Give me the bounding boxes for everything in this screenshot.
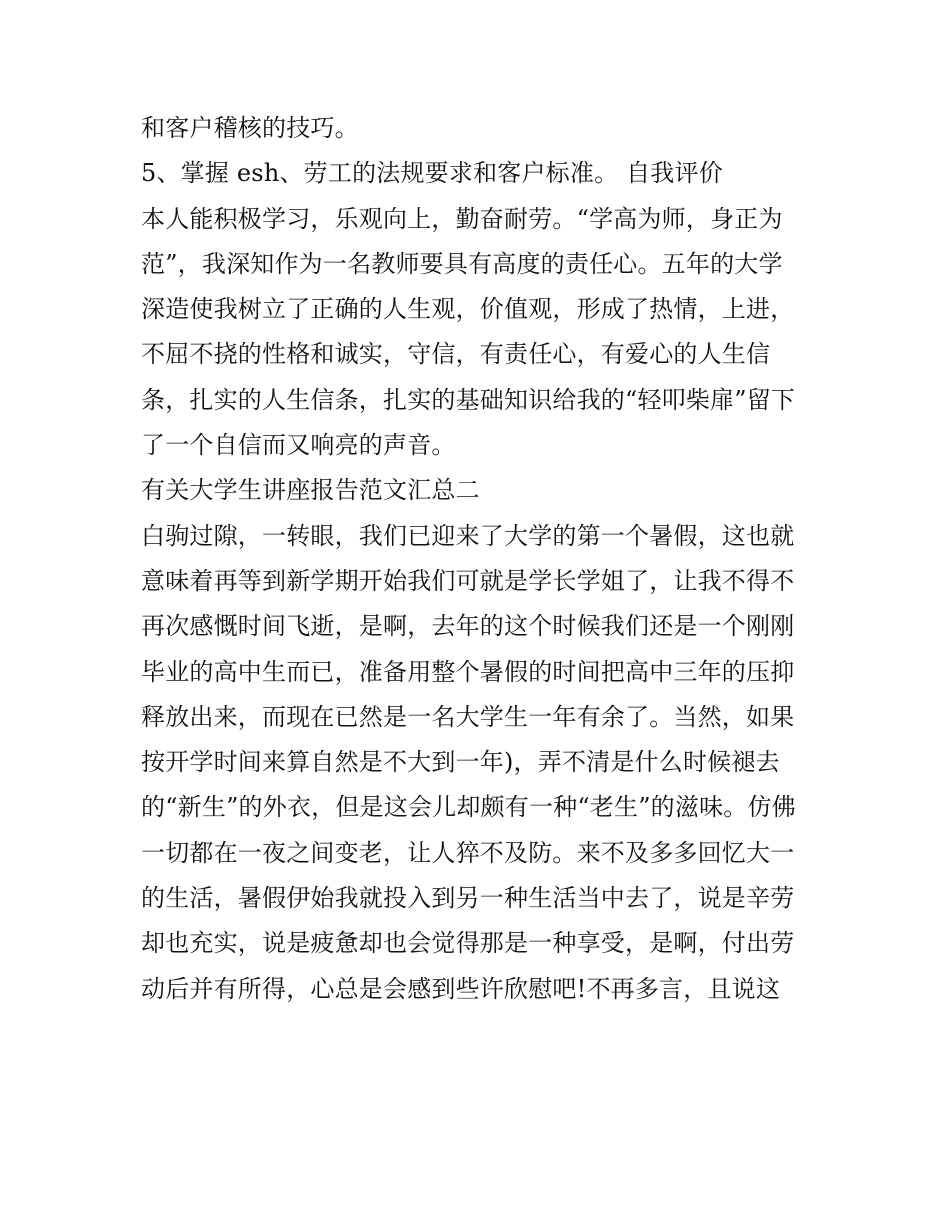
text-line: 不屈不挠的性格和诚实，守信，有责任心，有爱心的人生信	[141, 340, 771, 369]
text-line: 再次感慨时间飞逝，是啊，去年的这个时候我们还是一个刚刚	[141, 612, 795, 641]
text-line: 按开学时间来算自然是不大到一年)，弄不清是什么时候褪去	[141, 748, 780, 777]
text-line: 的生活，暑假伊始我就投入到另一种生活当中去了，说是辛劳	[141, 884, 795, 913]
text-line: 动后并有所得，心总是会感到些许欣慰吧!不再多言，且说这	[141, 974, 781, 1003]
text-line: 5、掌握 esh、劳工的法规要求和客户标准。 自我评价	[141, 159, 723, 188]
text-line: 和客户稽核的技巧。	[141, 114, 359, 142]
text-line: 白驹过隙，一转眼，我们已迎来了大学的第一个暑假，这也就	[141, 521, 795, 550]
text-line: 毕业的高中生而已，准备用整个暑假的时间把高中三年的压抑	[141, 657, 795, 686]
text-line: 了一个自信而又响亮的声音。	[141, 431, 456, 460]
text-line: 意味着再等到新学期开始我们可就是学长学姐了，让我不得不	[141, 566, 795, 595]
text-line: 深造使我树立了正确的人生观，价值观，形成了热情，上进，	[141, 295, 795, 324]
text-line: 释放出来，而现在已然是一名大学生一年有余了。当然，如果	[141, 702, 795, 731]
text-line: 却也充实，说是疲惫却也会觉得那是一种享受，是啊，付出劳	[141, 929, 795, 958]
text-line: 的“新生”的外衣，但是这会儿却颇有一种“老生”的滋味。仿佛	[141, 793, 796, 822]
section-heading: 有关大学生讲座报告范文汇总二	[141, 476, 480, 505]
text-line: 本人能积极学习，乐观向上，勤奋耐劳。“学高为师，身正为	[141, 204, 783, 233]
text-line: 条，扎实的人生信条，扎实的基础知识给我的“轻叩柴扉”留下	[141, 385, 796, 414]
text-line: 一切都在一夜之间变老，让人猝不及防。来不及多多回忆大一	[141, 838, 795, 867]
text-line: 范”，我深知作为一名教师要具有高度的责任心。五年的大学	[141, 249, 783, 278]
document-body	[141, 106, 821, 1012]
